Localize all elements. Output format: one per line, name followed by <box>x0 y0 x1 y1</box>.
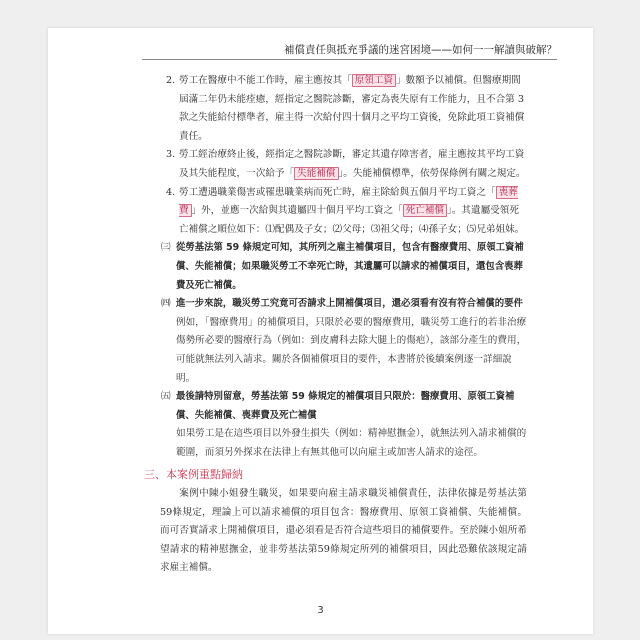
list-text: 」外，並應一次給與其遺屬四十個月平均工資之「 <box>191 205 403 217</box>
list-text: 勞工在醫療中不能工作時，雇主應按其「 <box>179 75 352 86</box>
list-text: 」。其遺屬受領死亡補償之順位如下：⑴配偶及子女；⑵父母；⑶祖父母；⑷孫子女；⑸兄弟姐妹。 <box>179 205 525 235</box>
point-5-detail: 如果勞工是在這些項目以外發生損失（例如：精神慰撫金），就無法列入請求補償的範圍，而須另外探求在法律上有無其他可以向雇主或加害人請求的途徑。 <box>176 428 527 458</box>
list-item-4 <box>48 184 593 240</box>
section-paragraph: 案例中陳小姐發生職災，如果要向雇主請求職災補償責任，法律依據是勞基法第59條規定，理論上可以請求補償的項目包含：醫療費用、原領工資補償、失能補償。而可否實請求上開補償項目，還必須看是否符合這些項目的補償要件。至於陳小姐所希望請求的精神慰撫金，並非勞基法第59條規定所列的補償項目，因此恐難依該規定請求雇主補償。 <box>160 488 527 574</box>
list-number: 2. <box>166 75 176 86</box>
list-text: 」數額予以補償。但醫療期間屆滿二年仍未能痊癒，經指定之醫院診斷，審定為喪失原有工作能力，且不合第 3 款之失能給付標準者，雇主得一次給付四十個月之平均工資後，免除此項工資補償責任。 <box>179 75 525 142</box>
page-body <box>48 72 593 578</box>
list-item-2 <box>48 72 593 146</box>
point-4-detail: 例如，「醫療費用」的補償項目，只限於必要的醫療費用，職災勞工進行的若非治療傷勢所必要的醫療行為（例如：到皮膚科去除大腿上的傷疤），該部分產生的費用，可能就無法列入請求。關於各個補償項目的要件，本書將於後續案例逐一詳細說明。 <box>176 316 527 384</box>
point-marker: ㈤ <box>161 391 171 403</box>
highlight-term: 原領工資 <box>352 74 396 87</box>
point-3 <box>48 239 593 295</box>
point-4 <box>48 295 593 314</box>
highlight-term: 喪葬費 <box>179 186 518 217</box>
point-text: 從勞基法第 59 條規定可知，其所列之雇主補償項目，包含有醫療費用、原領工資補償、失能補償；如果職災勞工不幸死亡時，其遺屬可以請求的補償項目，還包含喪葬費及死亡補償。 <box>176 242 524 291</box>
point-text: 進一步來說，職災勞工究竟可否請求上開補償項目，還必須看有沒有符合補償的要件 <box>176 298 523 310</box>
highlight-term: 死亡補償 <box>403 204 447 217</box>
list-text: 勞工遭遇職業傷害或罹患職業病而死亡時，雇主除給與五個月平均工資之「 <box>179 186 496 198</box>
page-number: 3 <box>317 605 324 616</box>
point-5 <box>48 388 593 425</box>
document-page <box>48 28 593 634</box>
section-heading: 三、本案例重點歸納 <box>144 468 243 482</box>
point-text: 最後請特別留意，勞基法第 59 條規定的補償項目只限於：醫療費用、原領工資補償、失能補償、喪葬費及死亡補償 <box>176 391 515 421</box>
list-item-3 <box>48 146 593 183</box>
list-number: 4. <box>166 186 176 198</box>
point-marker: ㈣ <box>161 298 171 310</box>
running-header: 補償責任與抵充爭議的迷宮困境——如何一一解讀與破解？ <box>284 44 557 56</box>
list-number: 3. <box>166 149 176 161</box>
highlight-term: 失能補償 <box>294 167 338 180</box>
list-text: 」。失能補償標準，依勞保條例有關之規定。 <box>338 167 526 179</box>
point-marker: ㈢ <box>161 242 171 254</box>
list-text: 勞工經治療終止後，經指定之醫院診斷，審定其遺存障害者，雇主應按其平均工資及其失能程度，一次給予「 <box>179 149 525 179</box>
header-rule <box>142 59 557 60</box>
